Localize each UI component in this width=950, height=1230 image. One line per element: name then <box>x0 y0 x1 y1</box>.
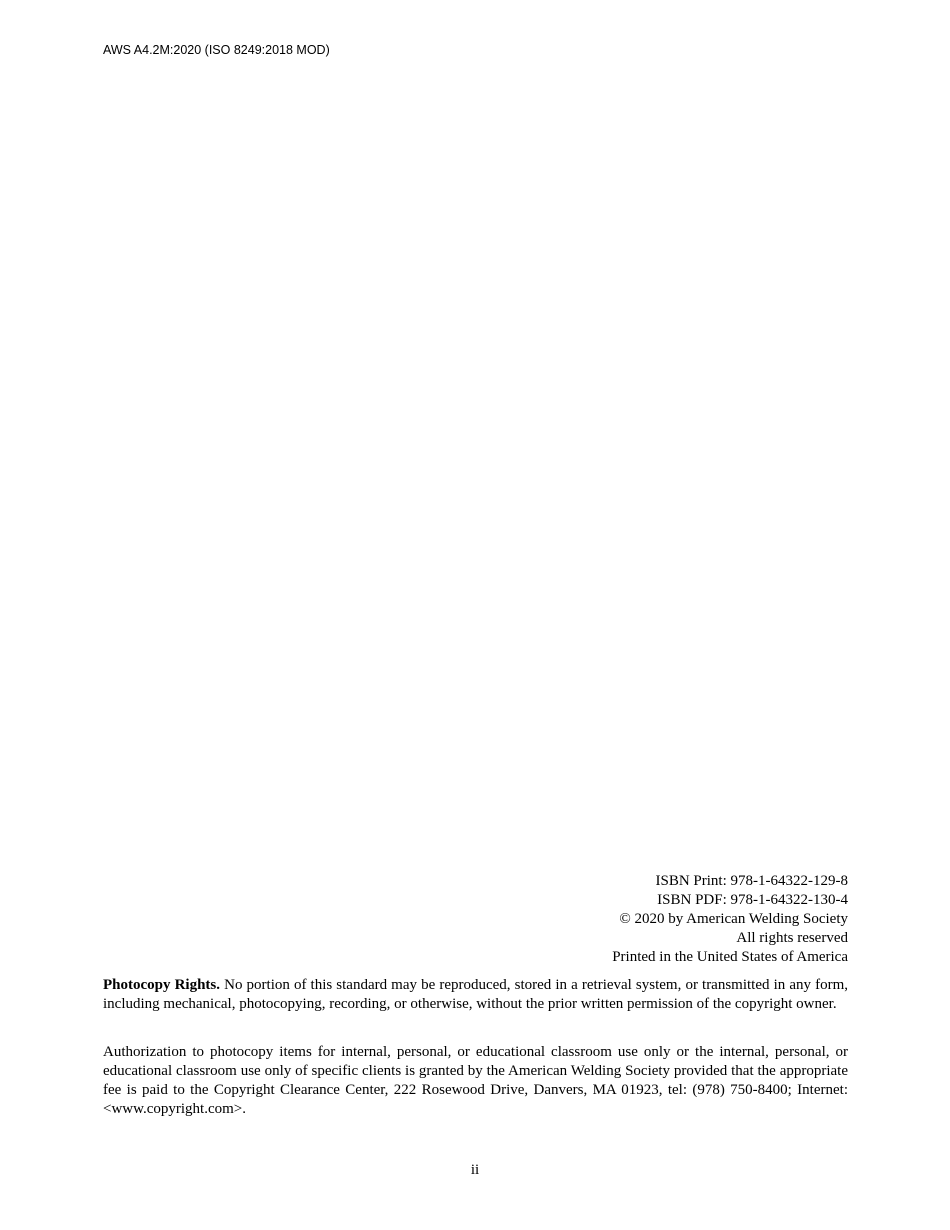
authorization-paragraph: Authorization to photocopy items for internal, personal, or educational classroom use only or the internal, personal, or educational classroom use only of specific clients is granted by the American Welding Society provided that the appropriate fee is paid to the Copyright Clearance Center, 222 Rosewood Drive, Danvers, MA 01923, tel: (978) 750-8400; Internet: <www.copyright.com>. <box>103 1044 848 1117</box>
printed-in: Printed in the United States of America <box>612 949 848 965</box>
isbn-pdf: ISBN PDF: 978-1-64322-130-4 <box>657 892 848 908</box>
isbn-print: ISBN Print: 978-1-64322-129-8 <box>655 873 848 889</box>
imprint-block <box>103 872 848 967</box>
rights-reserved: All rights reserved <box>736 930 848 946</box>
photocopy-rights-text: No portion of this standard may be reproduced, stored in a retrieval system, or transmitted in any form, including mechanical, photocopying, recording, or otherwise, without the prior written permission of the copyright owner. <box>103 977 848 1012</box>
copyright-notice: © 2020 by American Welding Society <box>619 911 848 927</box>
photocopy-rights-paragraph <box>103 976 848 1014</box>
running-header: AWS A4.2M:2020 (ISO 8249:2018 MOD) <box>103 43 330 57</box>
photocopy-rights-heading: Photocopy Rights. <box>103 977 221 993</box>
page-number: ii <box>470 1162 480 1178</box>
